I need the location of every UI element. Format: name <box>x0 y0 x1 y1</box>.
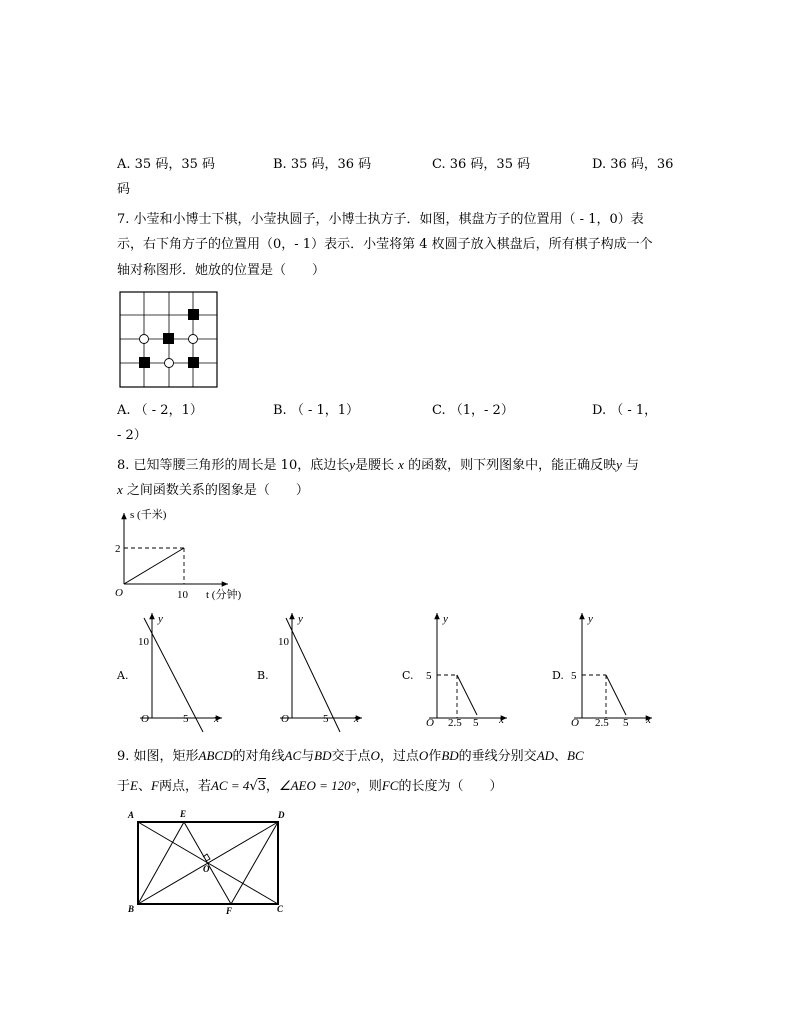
q8-l1-c: 的函数，则下列图象中，能正确反映 <box>408 458 617 473</box>
q9-fc: FC <box>381 778 399 793</box>
q7-option-c: C. （1，- 2） <box>432 403 514 418</box>
d-yval: 5 <box>571 670 577 682</box>
st-xvalue: 10 <box>177 589 188 601</box>
d-xval1: 2.5 <box>595 717 609 729</box>
q9-o2: O <box>418 748 429 763</box>
q7-line-2: 示，右下角方子的位置用（0，- 1）表示．小莹将第 4 枚圆子放入棋盘后，所有棋子构成一个 <box>117 237 653 252</box>
q6-option-d-wrap: 码 <box>117 182 131 197</box>
q7-option-d: D. （ - 1， <box>592 403 658 418</box>
q7-option-a: A. （ - 2，1） <box>117 403 203 418</box>
q9-l2-d: ， <box>265 779 279 794</box>
b-origin: O <box>281 713 289 725</box>
q6-option-d: D. 36 码，36 <box>592 157 674 172</box>
q9-l1-d: 交于点 <box>331 749 371 764</box>
q6-option-a: A. 35 码，35 码 <box>117 157 216 172</box>
c-xval2: 5 <box>473 717 479 729</box>
q8-option-d-letter: D. <box>552 669 564 682</box>
q6-option-b: B. 35 码，36 码 <box>273 157 372 172</box>
q8-option-c-graph <box>415 605 515 735</box>
q9-rectangle-figure <box>122 808 297 916</box>
c-yval: 5 <box>426 670 432 682</box>
round-piece <box>140 335 149 344</box>
q9-bd2: BD <box>441 748 459 763</box>
q9-l2-b: 、 <box>137 779 151 794</box>
q9-l2-e: ，则 <box>355 779 382 794</box>
c-origin: O <box>426 717 434 729</box>
a-origin: O <box>141 713 149 725</box>
q8-var-y: y <box>349 457 355 472</box>
q8-option-a-graph <box>130 605 230 735</box>
c-ylabel: y <box>443 613 448 625</box>
d-origin: O <box>571 717 579 729</box>
sqrt-sign: √ <box>249 779 258 794</box>
q9-l1-c: 与 <box>301 749 315 764</box>
q8-l1-a: 8. 已知等腰三角形的周长是 10，底边长 <box>117 458 350 473</box>
d-xlabel: x <box>646 714 651 726</box>
q9-l1-h: 、 <box>554 749 568 764</box>
q8-var-y2: y <box>616 457 622 472</box>
q9-o: O <box>370 748 380 763</box>
q9-l1-a: 9. 如图，矩形 <box>117 749 199 764</box>
b-xval: 5 <box>323 713 329 725</box>
q9-l1-e: ，过点 <box>379 749 419 764</box>
square-piece <box>139 357 150 368</box>
q8-l1-b: 是腰长 <box>355 458 395 473</box>
q7-line-1: 7. 小莹和小博士下棋，小莹执圆子，小博士执方子．如图，棋盘方子的位置用（ - 1，0）表 <box>117 212 644 227</box>
q7-chessboard <box>118 290 220 390</box>
q8-st-graph <box>110 505 270 605</box>
q9-bd: BD <box>314 748 332 763</box>
round-piece <box>189 335 198 344</box>
q9-f: F <box>150 778 159 793</box>
round-piece <box>165 359 174 368</box>
q9-ac: AC <box>284 748 302 763</box>
q7-option-b: B. （ - 1，1） <box>273 403 360 418</box>
a-xval: 5 <box>183 713 189 725</box>
q9-l1-b: 的对角线 <box>232 749 285 764</box>
c-xlabel: x <box>499 714 504 726</box>
st-ylabel: s (千米) <box>130 509 167 521</box>
q9-ac-eq: AC = 4 <box>210 778 250 793</box>
q8-option-b-letter: B. <box>257 669 269 682</box>
label-c: C <box>277 904 284 914</box>
b-ylabel: y <box>298 613 303 625</box>
square-piece <box>163 333 174 344</box>
q8-l1-d: 与 <box>626 458 640 473</box>
q8-option-d-graph <box>560 605 660 735</box>
q7-option-d-wrap: - 2） <box>117 428 147 443</box>
q9-l2-c: 两点，若 <box>158 779 211 794</box>
q9-angle: ∠AEO = 120° <box>278 778 356 793</box>
q8-l2-text: 之间函数关系的图象是（ ） <box>126 483 309 498</box>
q8-line-1 <box>117 457 639 474</box>
q8-line-2 <box>117 482 309 499</box>
q9-e: E <box>130 778 138 793</box>
a-ylabel: y <box>158 613 163 625</box>
q6-option-c: C. 36 码，35 码 <box>432 157 531 172</box>
label-e: E <box>180 809 187 819</box>
c-xval1: 2.5 <box>448 717 462 729</box>
q7-line-3: 轴对称图形．她放的位置是（ ） <box>117 263 326 278</box>
q8-option-c-letter: C. <box>402 669 414 682</box>
q8-option-a-letter: A. <box>117 669 129 682</box>
q9-l1-g: 的垂线分别交 <box>458 749 537 764</box>
q9-ad: AD <box>536 748 555 763</box>
q9-sqrt-val: 3 <box>257 779 266 794</box>
q9-abcd: ABCD <box>198 748 233 763</box>
q9-line-2 <box>117 778 503 795</box>
st-yvalue: 2 <box>115 543 121 555</box>
d-xval2: 5 <box>623 717 629 729</box>
q9-l2-a: 于 <box>117 779 131 794</box>
st-origin: O <box>115 587 123 599</box>
q8-var-x2: x <box>117 482 123 497</box>
b-yval: 10 <box>278 636 289 648</box>
square-piece <box>188 309 199 320</box>
label-o: O <box>203 864 210 874</box>
label-a: A <box>128 810 135 820</box>
label-b: B <box>128 904 135 914</box>
q9-l2-g: 的长度为（ ） <box>398 779 503 794</box>
d-ylabel: y <box>588 613 593 625</box>
label-d: D <box>278 810 285 820</box>
b-xlabel: x <box>354 713 359 725</box>
q9-line-1 <box>117 748 584 765</box>
label-f: F <box>226 906 233 916</box>
square-piece <box>188 357 199 368</box>
st-xlabel: t (分钟) <box>206 589 242 601</box>
a-xlabel: x <box>214 713 219 725</box>
q8-var-x: x <box>398 457 404 472</box>
q9-bc: BC <box>567 748 584 763</box>
q9-l1-f: 作 <box>428 749 442 764</box>
q8-option-b-graph <box>270 605 370 735</box>
a-yval: 10 <box>138 636 149 648</box>
